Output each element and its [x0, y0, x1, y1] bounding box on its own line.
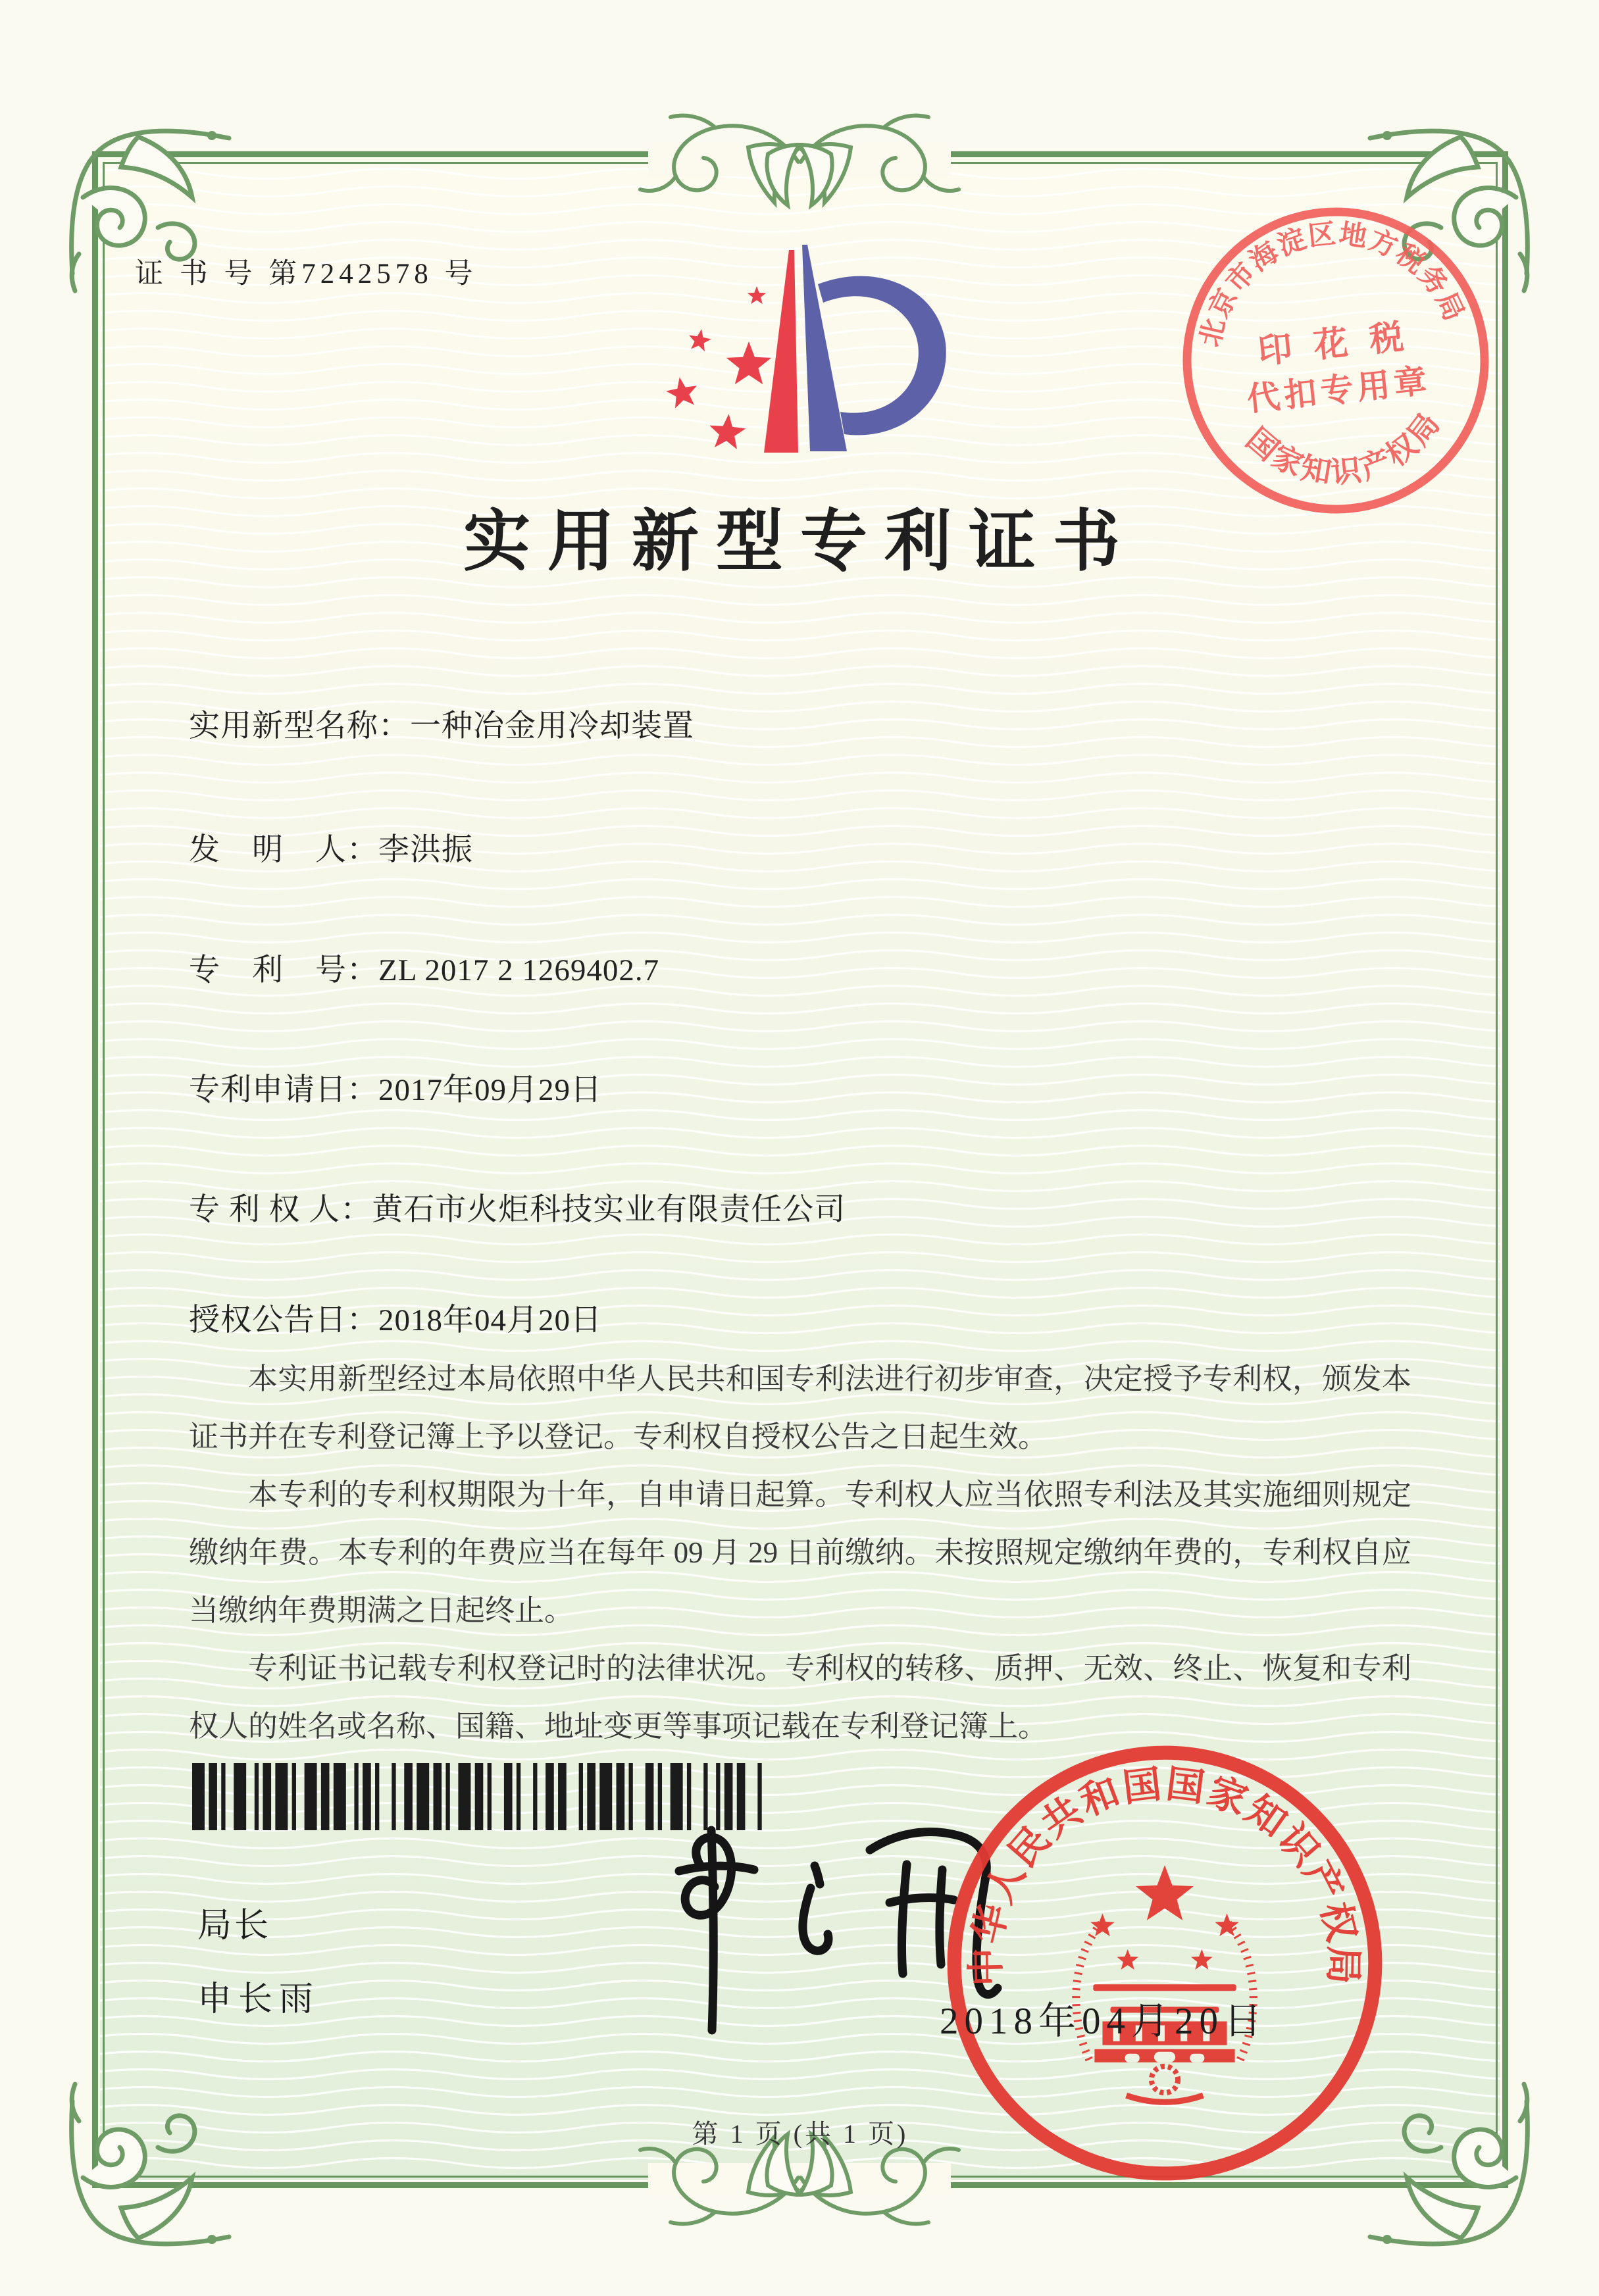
field-inventor: 发 明 人：李洪振: [189, 833, 473, 867]
china-national-emblem-icon: [1076, 1865, 1254, 2102]
legal-paragraph: 本专利的专利权期限为十年，自申请日起算。专利权人应当依照专利法及其实施细则规定缴纳年费。本专利的年费应当在每年 09 月 29 日前缴纳。未按照规定缴纳年费的，专利权自应当缴纳年费期满之日起终止。: [189, 1478, 1411, 1627]
footer-page-info: 第 1 页 (共 1 页): [692, 2119, 909, 2149]
tax-stamp: [1162, 187, 1510, 534]
legal-text-block: [189, 1350, 1411, 1755]
tax-stamp-line1: 印 花 税: [1256, 318, 1412, 372]
cnipa-patent-logo-icon: [648, 243, 951, 461]
legal-paragraph: 专利证书记载专利权登记时的法律状况。专利权的转移、质押、无效、终止、恢复和专利权人的姓名或名称、国籍、地址变更等事项记载在专利登记簿上。: [189, 1652, 1411, 1743]
tax-stamp-arc-top: 北京市海淀区地方税务局: [1195, 218, 1470, 350]
legal-paragraph: 本实用新型经过本局依照中华人民共和国专利法进行初步审查，决定授予专利权，颁发本证书并在专利登记簿上予以登记。专利权自授权公告之日起生效。: [189, 1362, 1411, 1453]
field-application-date: 专利申请日：2017年09月29日: [189, 1073, 602, 1107]
corner-ornament-icon: [1362, 2079, 1560, 2276]
seal-date: 2018年04月20日: [940, 2001, 1267, 2042]
field-patentee: 专 利 权 人：黄石市火炬科技实业有限责任公司: [189, 1193, 846, 1227]
tax-stamp-line2: 代扣专用章: [1245, 362, 1433, 418]
certificate-number: 证 书 号 第7242578 号: [135, 259, 478, 289]
certificate-title: 实用新型专利证书: [463, 505, 1137, 580]
seal-agency-text: 中华人民共和国国家知识产权局: [965, 1762, 1365, 1987]
border-flourish-icon: [569, 84, 1030, 229]
tax-stamp-arc-bottom: 国家知识产权局: [1240, 405, 1448, 490]
director-label: 局长: [197, 1907, 272, 1945]
director-name: 申长雨: [197, 1981, 320, 2018]
field-grant-publication-date: 授权公告日：2018年04月20日: [189, 1303, 602, 1337]
field-utility-model-name: 实用新型名称：一种冶金用冷却装置: [189, 709, 694, 743]
field-patent-number: 专 利 号：ZL 2017 2 1269402.7: [189, 953, 660, 987]
corner-ornament-icon: [39, 2079, 237, 2276]
